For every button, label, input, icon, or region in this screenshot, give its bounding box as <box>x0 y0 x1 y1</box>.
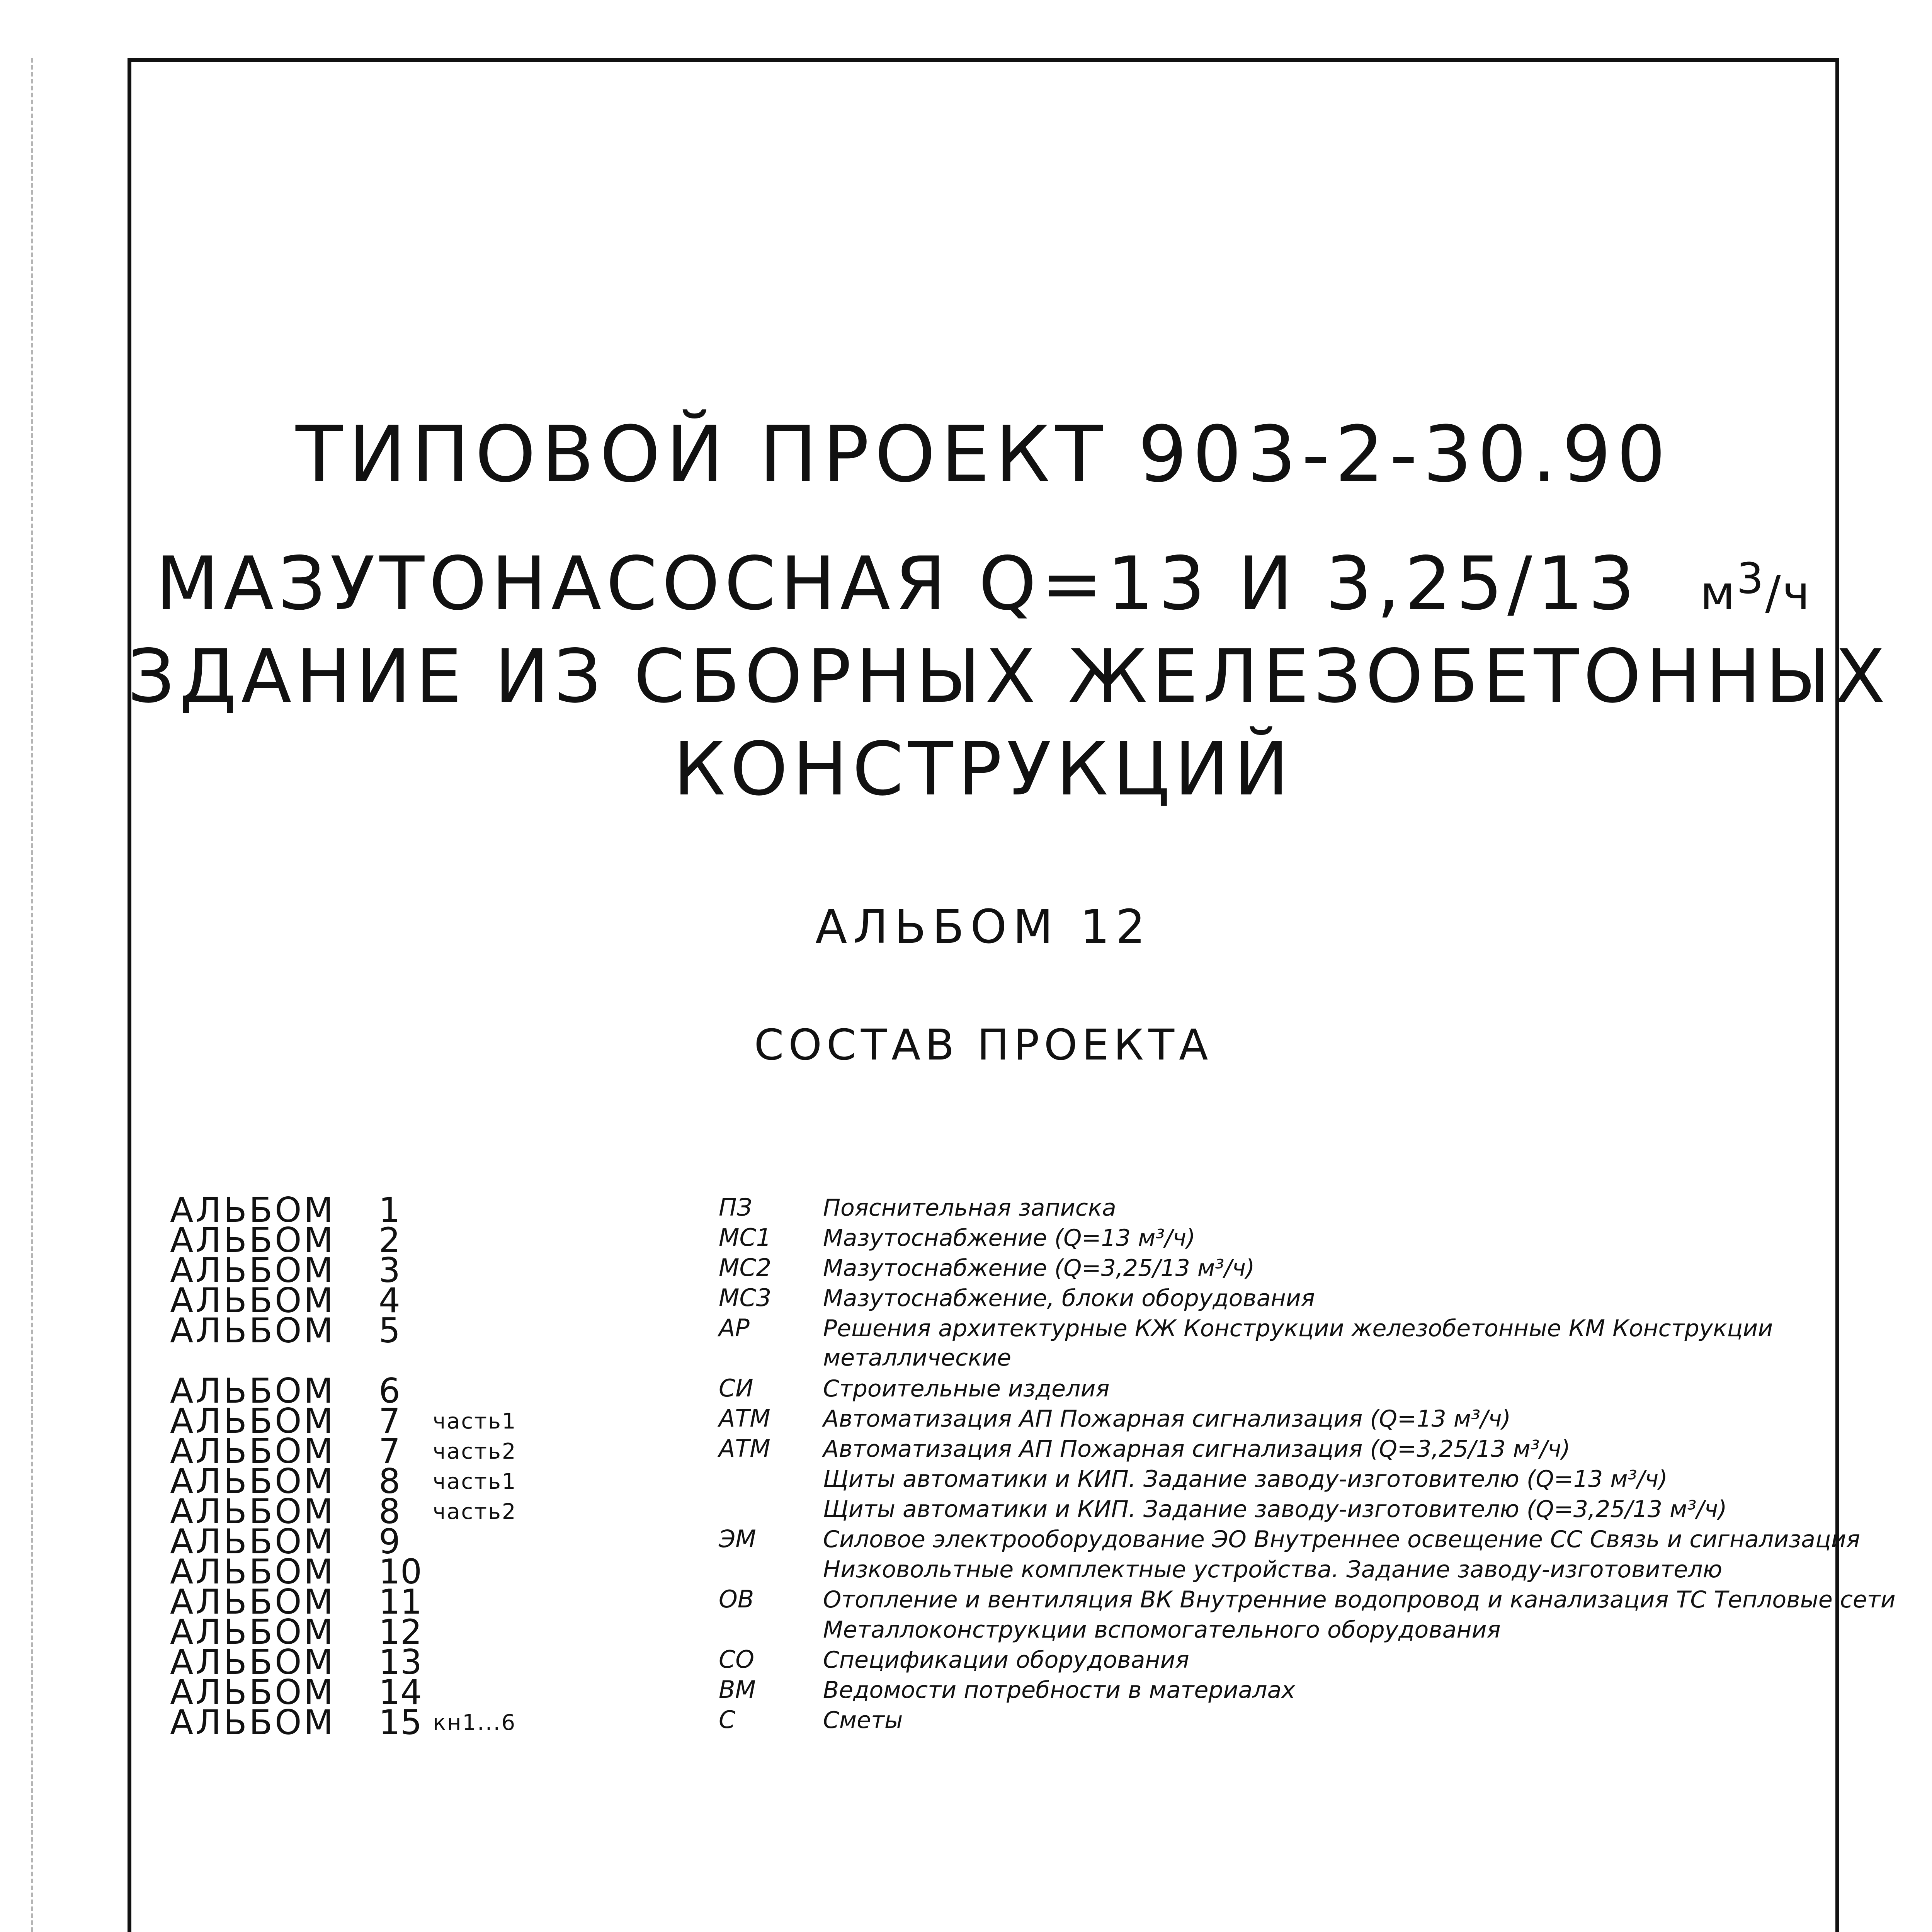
album-word: АЛЬБОМ <box>170 1311 336 1350</box>
album-desc: Низковольтные комплектные устройства. Задание заводу-изготовителю <box>823 1556 1723 1583</box>
album-word: АЛЬБОМ <box>170 1522 336 1561</box>
album-word: АЛЬБОМ <box>170 1250 336 1290</box>
album-word: АЛЬБОМ <box>170 1702 336 1742</box>
project-subtitle-line1 <box>128 541 1839 626</box>
album-code: МС1 <box>719 1223 772 1252</box>
album-word: АЛЬБОМ <box>170 1401 336 1441</box>
album-word: АЛЬБОМ <box>170 1552 336 1592</box>
album-row <box>170 1492 1832 1531</box>
album-list <box>170 1190 1896 1742</box>
album-part: часть1 <box>433 1409 517 1434</box>
album-row <box>170 1371 1832 1411</box>
album-row <box>170 1220 1832 1260</box>
album-code: АР <box>719 1314 750 1342</box>
album-code: ОВ <box>719 1585 754 1613</box>
album-num: 9 <box>379 1522 400 1561</box>
composition-heading: СОСТАВ ПРОЕКТА <box>754 1020 1213 1070</box>
album-num: 2 <box>379 1220 400 1260</box>
album-num: 8 <box>379 1492 400 1531</box>
album-num: 10 <box>379 1552 422 1592</box>
album-code: АТМ <box>719 1404 770 1432</box>
album-row <box>170 1431 1832 1471</box>
album-num: 3 <box>379 1250 400 1290</box>
album-num: 14 <box>379 1672 422 1712</box>
album-row <box>170 1582 1896 1622</box>
album-part: кн1...6 <box>433 1710 517 1735</box>
project-title: ТИПОВОЙ ПРОЕКТ 903-2-30.90 <box>296 410 1671 500</box>
album-num: 7 <box>379 1431 400 1471</box>
album-word: АЛЬБОМ <box>170 1281 336 1320</box>
album-num: 8 <box>379 1461 400 1501</box>
album-num: 4 <box>379 1281 400 1320</box>
album-desc: Спецификации оборудования <box>823 1646 1189 1673</box>
album-code: СИ <box>719 1374 753 1402</box>
album-row <box>170 1612 1832 1652</box>
album-code: МС2 <box>719 1253 772 1282</box>
project-subtitle-line2: ЗДАНИЕ ИЗ СБОРНЫХ ЖЕЛЕЗОБЕТОННЫХ <box>128 634 1890 719</box>
album-code: ВМ <box>719 1675 756 1704</box>
album-num: 12 <box>379 1612 422 1652</box>
subtitle-text: МАЗУТОНАСОСНАЯ Q=13 И 3,25/13 <box>155 541 1639 626</box>
album-num: 7 <box>379 1401 400 1441</box>
album-desc: Решения архитектурные КЖ Конструкции железобетонные КМ Конструкции металлические <box>823 1315 1773 1371</box>
album-desc: Металлоконструкции вспомогательного оборудования <box>823 1616 1501 1643</box>
album-desc: Щиты автоматики и КИП. Задание заводу-изготовителю (Q=3,25/13 м³/ч) <box>823 1496 1727 1523</box>
album-desc: Пояснительная записка <box>823 1194 1116 1221</box>
album-desc: Мазутоснабжение (Q=13 м³/ч) <box>823 1225 1196 1252</box>
album-desc: Автоматизация АП Пожарная сигнализация (Q=13 м³/ч) <box>823 1405 1511 1432</box>
album-row <box>170 1311 1832 1371</box>
album-word: АЛЬБОМ <box>170 1371 336 1411</box>
album-code: ПЗ <box>719 1193 752 1221</box>
album-row <box>170 1461 1832 1501</box>
album-desc: Автоматизация АП Пожарная сигнализация (Q=3,25/13 м³/ч) <box>823 1435 1570 1463</box>
album-row <box>170 1642 1832 1682</box>
album-row <box>170 1552 1832 1592</box>
album-row <box>170 1190 1832 1230</box>
album-word: АЛЬБОМ <box>170 1672 336 1712</box>
album-row <box>170 1401 1832 1441</box>
album-desc: Мазутоснабжение (Q=3,25/13 м³/ч) <box>823 1255 1255 1282</box>
album-num: 1 <box>379 1190 400 1230</box>
album-row <box>170 1250 1832 1290</box>
album-num: 13 <box>379 1642 422 1682</box>
album-code: МС3 <box>719 1284 772 1312</box>
album-code: СО <box>719 1645 755 1673</box>
unit-base: м <box>1700 566 1737 620</box>
album-num: 15 <box>379 1702 422 1742</box>
project-subtitle-line3: КОНСТРУКЦИЙ <box>673 726 1294 812</box>
album-num: 5 <box>379 1311 400 1350</box>
album-desc: Сметы <box>823 1707 903 1734</box>
flow-unit <box>1667 554 1811 620</box>
album-desc: Отопление и вентиляция ВК Внутренние водопровод и канализация ТС Тепловые сети <box>823 1586 1896 1613</box>
album-part: часть1 <box>433 1469 517 1494</box>
album-code: С <box>719 1706 736 1734</box>
album-row <box>170 1281 1832 1320</box>
binding-margin-line <box>31 58 33 1932</box>
album-code: ЭМ <box>719 1525 756 1553</box>
unit-tail: /ч <box>1765 566 1811 620</box>
album-word: АЛЬБОМ <box>170 1190 336 1230</box>
album-word: АЛЬБОМ <box>170 1492 336 1531</box>
album-desc: Силовое электрооборудование ЭО Внутреннее освещение СС Связь и сигнализация <box>823 1526 1860 1553</box>
album-part: часть2 <box>433 1499 517 1524</box>
album-word: АЛЬБОМ <box>170 1612 336 1652</box>
album-desc: Щиты автоматики и КИП. Задание заводу-изготовителю (Q=13 м³/ч) <box>823 1466 1668 1493</box>
album-word: АЛЬБОМ <box>170 1642 336 1682</box>
album-row <box>170 1522 1860 1561</box>
album-row <box>170 1702 1832 1742</box>
album-row <box>170 1672 1832 1712</box>
album-num: 11 <box>379 1582 422 1622</box>
album-word: АЛЬБОМ <box>170 1582 336 1622</box>
album-code: АТМ <box>719 1434 770 1463</box>
unit-exponent: 3 <box>1736 554 1765 603</box>
album-desc: Строительные изделия <box>823 1375 1110 1402</box>
album-number: АЛЬБОМ 12 <box>815 900 1151 954</box>
album-num: 6 <box>379 1371 400 1411</box>
album-desc: Ведомости потребности в материалах <box>823 1677 1295 1704</box>
album-word: АЛЬБОМ <box>170 1220 336 1260</box>
album-word: АЛЬБОМ <box>170 1431 336 1471</box>
album-desc: Мазутоснабжение, блоки оборудования <box>823 1285 1315 1312</box>
album-part: часть2 <box>433 1439 517 1464</box>
album-word: АЛЬБОМ <box>170 1461 336 1501</box>
